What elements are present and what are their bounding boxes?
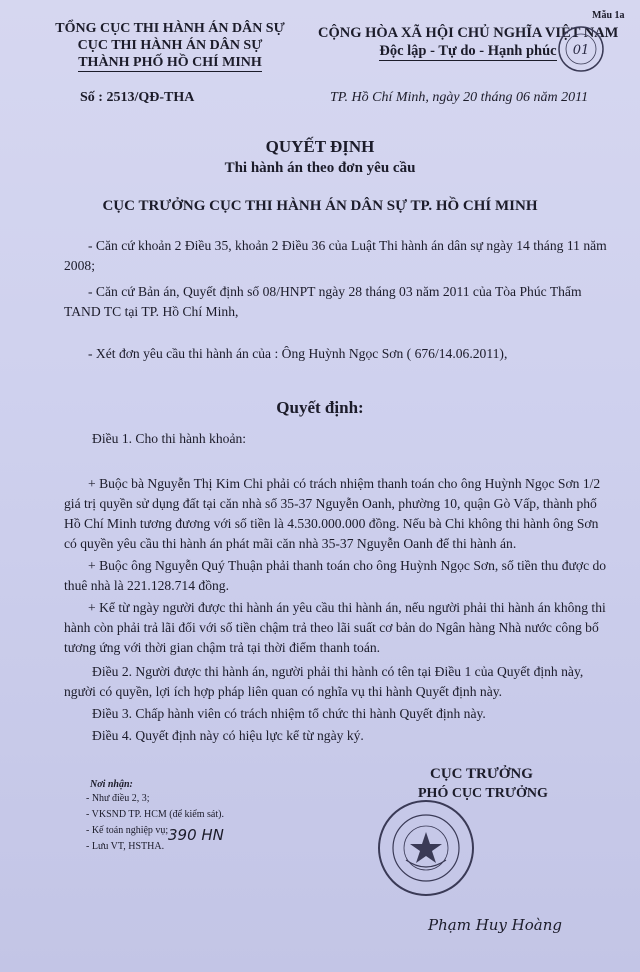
agency-line-2: CỤC THI HÀNH ÁN DÂN SỰ [77,38,263,53]
form-label: Mẫu 1a [592,10,625,21]
article-1-item-2: + Buộc ông Nguyễn Quý Thuận phải thanh toán cho ông Huỳnh Ngọc Sơn, số tiền thu được do thuê nhà là 221.128.714 đồng. [64,558,607,593]
agency-line-1: TỔNG CỤC THI HÀNH ÁN DÂN SỰ [55,21,285,36]
national-motto: Độc lập - Tự do - Hạnh phúc [379,43,557,59]
basis-law: - Căn cứ khoản 2 Điều 35, khoản 2 Điều 36 của Luật Thi hành án dân sự ngày 14 tháng 11 năm 2008; [64,238,607,273]
decision-number: Số : 2513/QĐ-THA [80,90,195,105]
agency-line-3: THÀNH PHỐ HỒ CHÍ MINH [78,55,262,70]
article-3: Điều 3. Chấp hành viên có trách nhiệm tổ chức thi hành Quyết định này. [92,706,486,721]
issuing-authority: CỤC TRƯỞNG CỤC THI HÀNH ÁN DÂN SỰ TP. HỒ CHÍ MINH [102,198,538,214]
article-2: Điều 2. Người được thi hành án, người phải thi hành có tên tại Điều 1 của Quyết định này, người có quyền, lợi ích hợp pháp liên quan có nghĩa vụ thi hành Quyết định này. [64,664,584,699]
agency-header [40,20,300,72]
signature-title-1: CỤC TRƯỞNG [430,766,533,782]
article-4: Điều 4. Quyết định này có hiệu lực kể từ ngày ký. [92,728,364,743]
article-1-item-1: + Buộc bà Nguyễn Thị Kim Chi phải có trách nhiệm thanh toán cho ông Huỳnh Ngọc Sơn 1/2 giá trị quyền sử dụng đất tại căn nhà số 35-37 Nguyễn Oanh, phường 10, quận Gò Vấp, thành phố Hồ Chí Minh tương đương với số tiền là 4.530.000.000 đồng. Nếu bà Chi không thi hành ông Sơn có quyền yêu cầu thi hành án phát mãi căn nhà 35-37 Nguyễn Oanh để thi hành án. [64,476,601,551]
handwritten-note: 390 HN [168,826,224,844]
recipient-item: - Như điều 2, 3; [86,793,150,804]
recipient-item: - Lưu VT, HSTHA. [86,841,165,852]
recipient-item: - Kế toán nghiệp vụ; [86,825,169,836]
signer-name: Phạm Huy Hoàng [428,916,562,934]
decision-heading: Quyết định: [276,398,364,417]
document-subtitle: Thi hành án theo đơn yêu cầu [224,160,416,176]
star-icon [410,832,442,863]
document-title: QUYẾT ĐỊNH [265,137,375,156]
issue-date: TP. Hồ Chí Minh, ngày 20 tháng 06 năm 2011 [330,90,589,105]
stamp-number: 01 [572,43,590,58]
number-stamp [556,24,606,74]
recipient-item: - VKSND TP. HCM (để kiểm sát). [86,809,224,820]
basis-request: - Xét đơn yêu cầu thi hành án của : Ông Huỳnh Ngọc Sơn ( 676/14.06.2011), [88,346,508,361]
article-1-intro: Điều 1. Cho thi hành khoản: [92,431,247,446]
official-seal [376,798,476,898]
basis-judgment: - Căn cứ Bản án, Quyết định số 08/HNPT ngày 28 tháng 03 năm 2011 của Tòa Phúc Thẩm TAND TC tại TP. Hồ Chí Minh, [64,284,582,319]
article-1-item-3: + Kể từ ngày người được thi hành án yêu cầu thi hành án, nếu người phải thi hành án không thi hành còn phải trả lãi đối với số tiền chậm trả theo lãi suất cơ bản do Ngân hàng Nhà nước công bố tương ứng với thời gian chậm trả tại thời điểm thanh toán. [64,600,606,655]
national-line-1: CỘNG HÒA XÃ HỘI CHỦ NGHĨA VIỆT NAM [318,25,619,41]
signature-title-2: PHÓ CỤC TRƯỞNG [418,786,548,801]
recipients-heading: Nơi nhận: [90,779,133,790]
